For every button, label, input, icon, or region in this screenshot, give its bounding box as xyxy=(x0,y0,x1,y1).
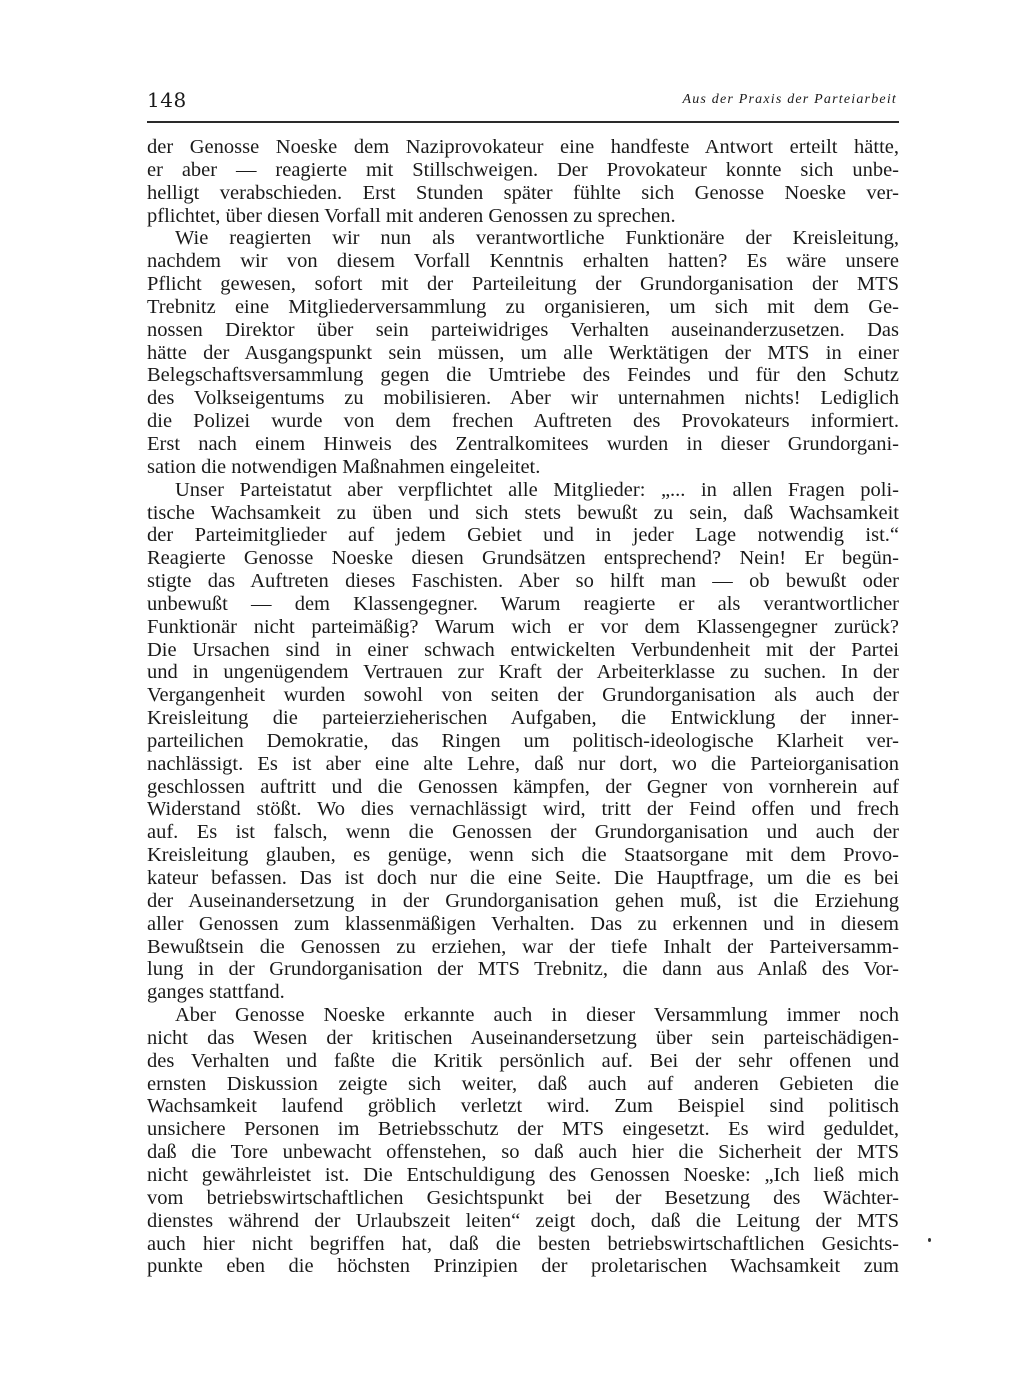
text-line: daß die Tore unbewacht offenstehen, so daß auch hier die Sicherheit der MTS xyxy=(147,1141,899,1164)
text-line: hätte der Ausgangspunkt sein müssen, um alle Werktätigen der MTS in einer xyxy=(147,341,899,364)
text-line: tische Wachsamkeit zu üben und sich stets bewußt zu sein, daß Wachsamkeit xyxy=(147,501,899,524)
text-line: des Verhalten und faßte die Kritik persönlich auf. Bei der sehr offenen und xyxy=(147,1049,899,1072)
print-speck xyxy=(928,1238,931,1242)
text-line: nicht gewährleistet ist. Die Entschuldigung des Genossen Noeske: „Ich ließ mich xyxy=(147,1163,899,1186)
text-line: Wie reagierten wir nun als verantwortliche Funktionäre der Kreisleitung, xyxy=(175,227,899,250)
text-line: er aber — reagierte mit Stillschweigen. Der Provokateur konnte sich unbe- xyxy=(147,158,899,181)
text-line: dienstes während der Urlaubszeit leiten“ zeigt doch, daß die Leitung der MTS xyxy=(147,1209,899,1232)
text-line: Unser Parteistatut aber verpflichtet alle Mitglieder: „... in allen Fragen poli- xyxy=(175,478,899,501)
text-line: Vergangenheit wurden sowohl von seiten der Grundorganisation als auch der xyxy=(147,684,899,707)
text-line: auch hier nicht begriffen hat, daß die besten betriebswirtschaftlichen Gesichts- xyxy=(147,1232,899,1255)
text-line: aller Genossen zum klassenmäßigen Verhalten. Das zu erkennen und in diesem xyxy=(147,912,899,935)
text-line: Trebnitz eine Mitgliederversammlung zu organisieren, um sich mit dem Ge- xyxy=(147,295,899,318)
text-line: unsichere Personen im Betriebsschutz der MTS eingesetzt. Es wird geduldet, xyxy=(147,1118,899,1141)
text-line: Aber Genosse Noeske erkannte auch in dieser Versammlung immer noch xyxy=(175,1004,899,1027)
text-line: der Genosse Noeske dem Naziprovokateur eine handfeste Antwort erteilt hätte, xyxy=(147,136,899,158)
text-line: auf. Es ist falsch, wenn die Genossen der Grundorganisation und auch der xyxy=(147,821,899,844)
text-line: vom betriebswirtschaftlichen Gesichtspunkt bei der Besetzung des Wächter- xyxy=(147,1186,899,1209)
text-line: Belegschaftsversammlung gegen die Umtriebe des Feindes und für den Schutz xyxy=(147,364,899,387)
text-line: pflichtet, über diesen Vorfall mit anderen Genossen zu sprechen. xyxy=(147,204,676,227)
text-line: der Auseinandersetzung in der Grundorganisation gehen muß, ist die Erziehung xyxy=(147,889,899,912)
text-line: kateur befassen. Das ist doch nur die eine Seite. Die Hauptfrage, um die es bei xyxy=(147,867,899,889)
text-line: Funktionär nicht parteimäßig? Warum wich er vor dem Klassengegner zurück? xyxy=(147,615,899,638)
text-line: punkte eben die höchsten Prinzipien der proletarischen Wachsamkeit zum xyxy=(147,1255,899,1278)
text-line: Pflicht gewesen, sofort mit der Parteileitung der Grundorganisation der MTS xyxy=(147,273,899,296)
page-number: 148 xyxy=(147,88,187,112)
text-line: parteilichen Demokratie, das Ringen um politisch-ideologische Klarheit ver- xyxy=(147,729,899,752)
text-line: ernsten Diskussion zeigte sich weiter, daß auch auf anderen Gebieten die xyxy=(147,1072,899,1095)
running-head: Aus der Praxis der Parteiarbeit xyxy=(682,92,897,107)
text-line: und in ungenügendem Vertrauen zur Kraft der Arbeiterklasse zu suchen. In der xyxy=(147,661,899,684)
text-line: nicht das Wesen der kritischen Auseinandersetzung über sein parteischädigen- xyxy=(147,1026,899,1049)
text-line: Wachsamkeit laufend gröblich verletzt wird. Zum Beispiel sind politisch xyxy=(147,1095,899,1118)
text-line: lung in der Grundorganisation der MTS Trebnitz, die dann aus Anlaß des Vor- xyxy=(147,958,899,981)
text-line: des Volkseigentums zu mobilisieren. Aber wir unternahmen nichts! Lediglich xyxy=(147,387,899,410)
text-line: die Polizei wurde von dem frechen Auftreten des Provokateurs informiert. xyxy=(147,410,899,433)
text-line: ganges stattfand. xyxy=(147,981,285,1004)
text-line: der Parteimitglieder auf jedem Gebiet und in jeder Lage notwendig ist.“ xyxy=(147,524,899,547)
text-line: Widerstand stößt. Wo dies vernachlässigt wird, tritt der Feind offen und frech xyxy=(147,798,899,821)
text-line: Die Ursachen sind in einer schwach entwickelten Verbundenheit mit der Partei xyxy=(147,638,899,661)
text-line: sation die notwendigen Maßnahmen eingeleitet. xyxy=(147,455,541,478)
text-line: Kreisleitung glauben, es genüge, wenn sich die Staatsorgane mit dem Provo- xyxy=(147,844,899,867)
text-line: Bewußtsein die Genossen zu erziehen, war der tiefe Inhalt der Parteiversamm- xyxy=(147,935,899,958)
text-line: unbewußt — dem Klassengegner. Warum reagierte er als verantwortlicher xyxy=(147,592,899,615)
body-text xyxy=(147,136,899,1278)
text-line: helligt verabschieden. Erst Stunden später fühlte sich Genosse Noeske ver- xyxy=(147,181,899,204)
text-line: stigte das Auftreten dieses Faschisten. Aber so hilft man — ob bewußt oder xyxy=(147,570,899,593)
text-line: nachlässigt. Es ist aber eine alte Lehre, daß nur dort, wo die Parteiorganisation xyxy=(147,752,899,775)
text-line: Reagierte Genosse Noeske diesen Grundsätzen entsprechend? Nein! Er begün- xyxy=(147,547,899,570)
header-rule xyxy=(147,121,899,123)
text-line: Kreisleitung die parteierzieherischen Aufgaben, die Entwicklung der inner- xyxy=(147,707,899,730)
text-line: Erst nach einem Hinweis des Zentralkomitees wurden in dieser Grundorgani- xyxy=(147,432,899,455)
text-line: nossen Direktor über sein parteiwidriges Verhalten auseinanderzusetzen. Das xyxy=(147,318,899,341)
text-line: geschlossen auftritt und die Genossen kämpfen, der Gegner von vornherein auf xyxy=(147,775,899,798)
page-header xyxy=(147,88,897,118)
text-line: nachdem wir von diesem Vorfall Kenntnis erhalten hatten? Es wäre unsere xyxy=(147,250,899,273)
